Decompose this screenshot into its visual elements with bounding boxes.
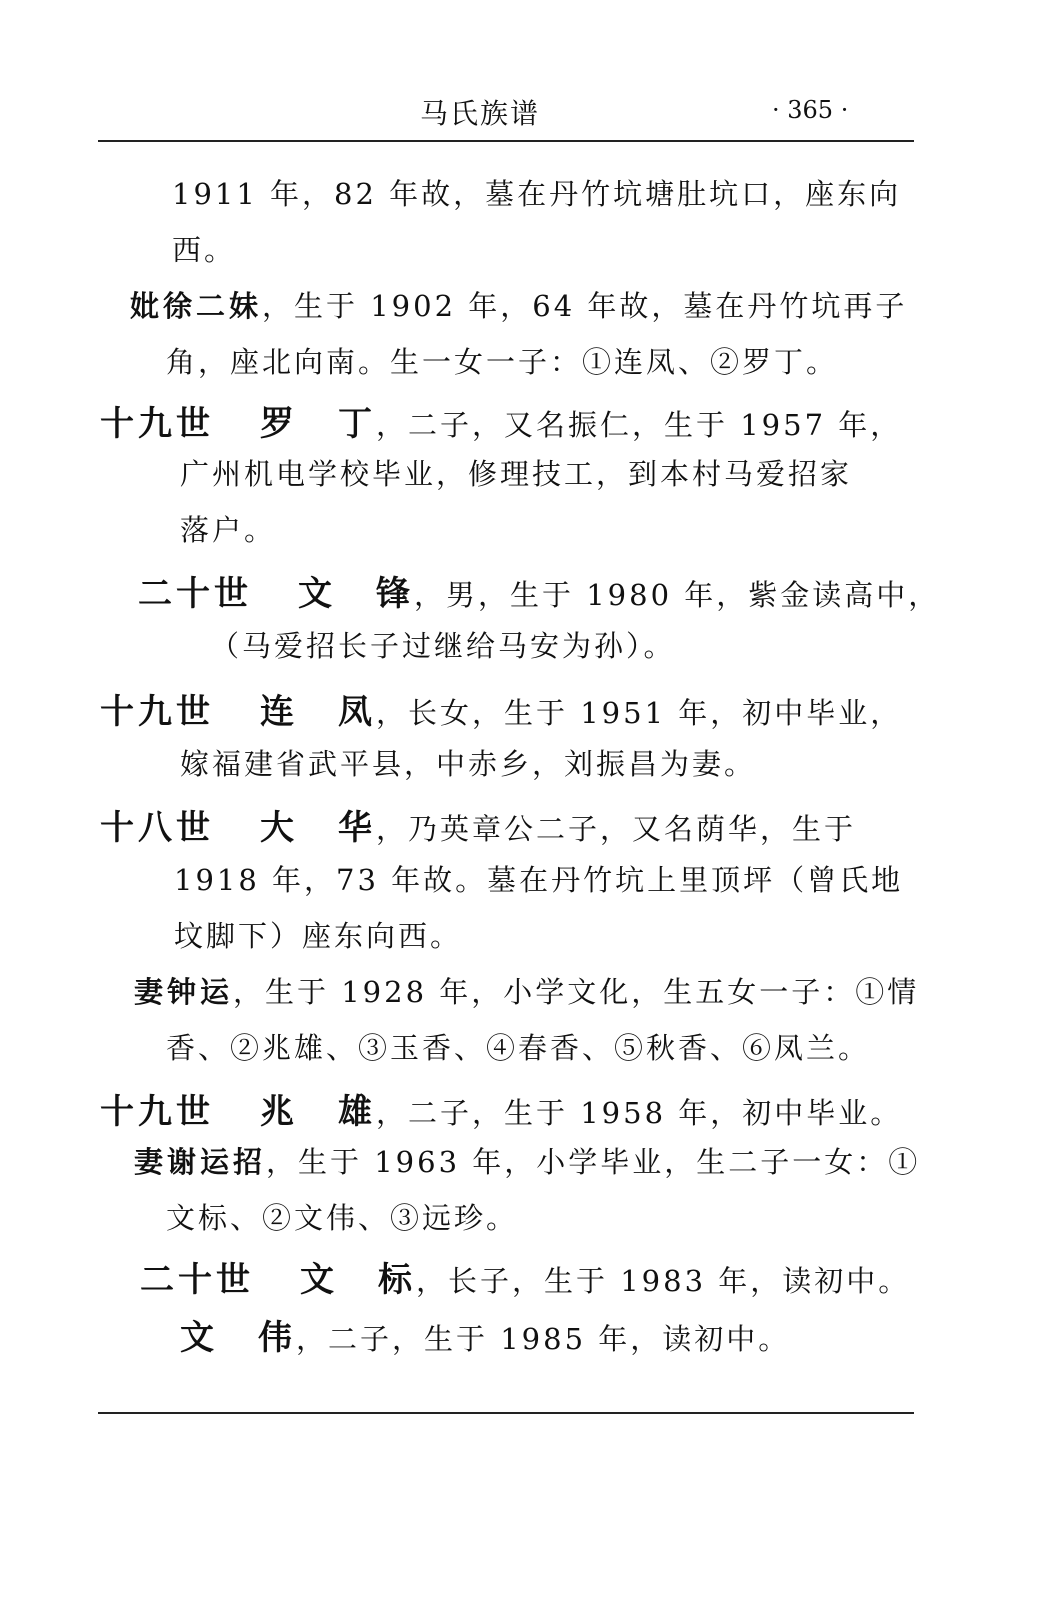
entry-text: ，生于 1963 年，小学毕业，生二子一女：① <box>266 1145 921 1179</box>
entry-head-line <box>100 1084 902 1133</box>
entry-spouse-line <box>134 970 919 1011</box>
person-name: 大 <box>260 808 298 848</box>
entry-text: ，生于 1902 年，64 年故，墓在丹竹坑再子 <box>262 289 908 323</box>
person-name: 罗 <box>260 404 298 444</box>
entry-text: ，生于 1928 年，小学文化，生五女一子：①情 <box>233 975 920 1009</box>
person-name: 伟 <box>258 1318 296 1358</box>
person-name: 华 <box>338 808 376 848</box>
person-name: 连 <box>260 692 298 732</box>
generation-label: 十九世 <box>100 1092 214 1132</box>
person-name: 文 <box>180 1318 218 1358</box>
entry-text: ，男，生于 1980 年，紫金读高中， <box>414 578 941 612</box>
entry-head-line <box>100 800 856 849</box>
entry-head-line <box>100 396 902 445</box>
generation-label: 十八世 <box>100 808 214 848</box>
generation-label: 十九世 <box>100 692 214 732</box>
entry-text: ，长女，生于 1951 年，初中毕业， <box>376 696 903 730</box>
spouse-name: 妻谢运招 <box>134 1145 267 1179</box>
person-name: 文 <box>300 1260 338 1300</box>
entry-head-line <box>180 1310 790 1359</box>
spouse-name: 妻钟运 <box>134 975 234 1009</box>
spouse-name: 妣徐二妹 <box>130 289 263 323</box>
person-name: 丁 <box>338 404 376 444</box>
person-name: 雄 <box>338 1092 376 1132</box>
entry-line: 1911 年，82 年故，墓在丹竹坑塘肚坑口，座东向 <box>172 177 902 211</box>
entry-line: 角，座北向南。生一女一子：①连凤、②罗丁。 <box>166 345 839 379</box>
entry-line: 香、②兆雄、③玉香、④春香、⑤秋香、⑥凤兰。 <box>166 1031 871 1065</box>
entry-line: 西。 <box>172 233 237 267</box>
page-number: · 365 · <box>772 96 849 124</box>
entry-head-line <box>140 1252 910 1301</box>
entry-spouse-line <box>134 1140 920 1181</box>
generation-label: 二十世 <box>138 574 252 614</box>
entry-text: ，二子，生于 1958 年，初中毕业。 <box>376 1096 903 1130</box>
entry-line: 坟脚下）座东向西。 <box>174 919 463 953</box>
person-name: 兆 <box>260 1092 298 1132</box>
entry-spouse-line <box>130 284 907 325</box>
entry-line: 落户。 <box>180 513 277 547</box>
entry-text: ，长子，生于 1983 年，读初中。 <box>416 1264 911 1298</box>
header-rule <box>98 140 914 142</box>
entry-line: 广州机电学校毕业，修理技工，到本村马爱招家 <box>180 457 853 491</box>
entry-line: （马爱招长子过继给马安为孙）。 <box>210 629 676 663</box>
entry-line: 文标、②文伟、③远珍。 <box>166 1201 519 1235</box>
entry-text: ，乃英章公二子，又名荫华，生于 <box>376 812 857 846</box>
person-name: 锋 <box>376 574 414 614</box>
entry-text: ，二子，又名振仁，生于 1957 年， <box>376 408 903 442</box>
entry-head-line <box>100 684 902 733</box>
generation-label: 十九世 <box>100 404 214 444</box>
page-header-title: 马氏族谱 <box>420 97 541 130</box>
generation-label: 二十世 <box>140 1260 254 1300</box>
entry-line: 1918 年，73 年故。墓在丹竹坑上里顶坪（曾氏地 <box>174 863 904 897</box>
person-name: 凤 <box>338 692 376 732</box>
entry-text: ，二子，生于 1985 年，读初中。 <box>296 1322 791 1356</box>
person-name: 标 <box>378 1260 416 1300</box>
entry-line: 嫁福建省武平县，中赤乡，刘振昌为妻。 <box>180 747 757 781</box>
footer-rule <box>98 1412 914 1414</box>
person-name: 文 <box>298 574 336 614</box>
entry-head-line <box>138 566 940 615</box>
